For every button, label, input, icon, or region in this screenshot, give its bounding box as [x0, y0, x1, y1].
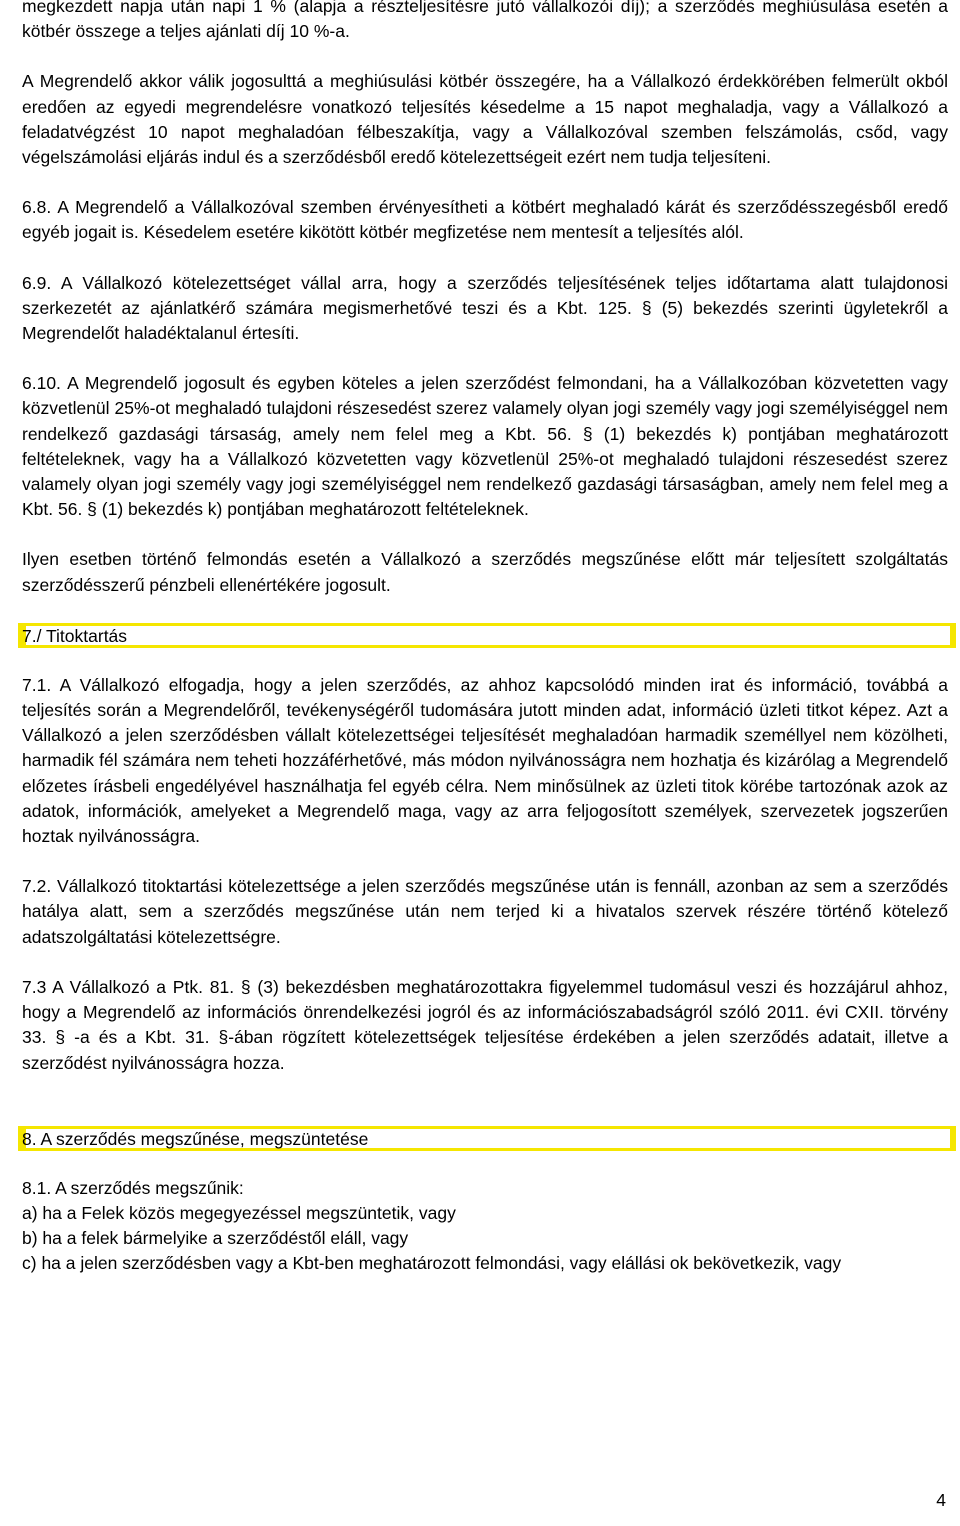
paragraph-6-7-continued: megkezdett napja után napi 1 % (alapja a részteljesítésre jutó vállalkozói díj); a szerződés meghiúsulása esetén a kötbér összege a teljes ajánlati díj 10 %-a. — [22, 0, 948, 42]
spacer — [22, 1101, 948, 1126]
paragraph-6-10: 6.10. A Megrendelő jogosult és egyben köteles a jelen szerződést felmondani, ha a Vállalkozóban közvetetten vagy közvetlenül 25%-ot meghaladó tulajdoni részesedést szerez valamely olyan jogi személy vagy jogi személyiséggel nem rendelkező gazdasági társaság, amely nem felel meg a Kbt. 56. § (1) bekezdés k) pontjában meghatározott feltételeknek, vagy ha a Vállalkozó közvetetten vagy közvetlenül 25%-ot meghaladó tulajdoni részesedést szerez valamely olyan jogi személy vagy jogi személyiséggel nem rendelkező gazdasági társaságban, amely nem felel meg a Kbt. 56. § (1) bekezdés k) pontjában meghatározott feltételeknek. — [22, 373, 948, 520]
list-item-b: b) ha a felek bármelyike a szerződéstől eláll, vagy — [22, 1228, 409, 1249]
paragraph-7-3: 7.3 A Vállalkozó a Ptk. 81. § (3) bekezdésben meghatározottakra figyelemmel tudomásul veszi és hozzájárul ahhoz, hogy a Megrendelő az információs önrendelkezési jogról és az információszabadságról szóló 2011. évi CXII. törvény 33. § -a és a Kbt. 31. §-ában rögzített kötelezettségek teljesítése érdekében a jelen szerződés adatait, illetve a szerződést nyilvánosságra hozza. — [22, 976, 948, 1073]
section-title-7: 7./ Titoktartás — [22, 625, 128, 646]
section-heading-8 — [18, 1126, 956, 1151]
section-heading-7 — [18, 623, 956, 648]
section-title-8: 8. A szerződés megszűnése, megszüntetése — [22, 1128, 369, 1149]
heading-highlight-bottom — [18, 645, 956, 648]
list-item-c: c) ha a jelen szerződésben vagy a Kbt-ben meghatározott felmondási, vagy elállási ok bekövetkezik, vagy — [22, 1253, 842, 1274]
paragraph-6-8: 6.8. A Megrendelő a Vállalkozóval szemben érvényesítheti a kötbért meghaladó kárát és szerződésszegésből eredő egyéb jogait is. Késedelem esetére kikötött kötbér megfizetése nem mentesít a teljesítés alól. — [22, 197, 948, 243]
document-page — [22, 0, 948, 1277]
heading-highlight-top — [18, 623, 956, 626]
paragraph-breach-penalty: A Megrendelő akkor válik jogosulttá a meghiúsulási kötbér összegére, ha a Vállalkozó érdekkörében felmerült okból eredően az egyedi megrendelésre vonatkozó teljesítés késedelme a 15 napot meghaladja, vagy a Vállalkozó a feladatvégzést 10 napot meghaladóan félbeszakítja, vagy a Vállalkozóval szemben felszámolás, csőd, vagy végelszámolási eljárás indul és a szerződésből eredő kötelezettségeit ezért nem tudja teljesíteni. — [22, 71, 948, 168]
page-number: 4 — [936, 1490, 946, 1510]
paragraph-6-9: 6.9. A Vállalkozó kötelezettséget vállal arra, hogy a szerződés teljesítésének teljes időtartama alatt tulajdonosi szerkezetét az ajánlatkérő számára megismerhetővé teszi és a Kbt. 125. § (5) bekezdés szerinti ügyletekről a Megrendelőt haladéktalanul értesíti. — [22, 272, 948, 344]
list-item-a: a) ha a Felek közös megegyezéssel megszüntetik, vagy — [22, 1202, 456, 1223]
paragraph-7-2: 7.2. Vállalkozó titoktartási kötelezettsége a jelen szerződés megszűnése után is fennáll, azonban az sem a szerződés hatálya alatt, sem a szerződés megszűnése után nem terjed ki a hivatalos szervek részére történő kötelező adatszolgáltatási kötelezettségre. — [22, 876, 948, 947]
paragraph-termination-payment: Ilyen esetben történő felmondás esetén a Vállalkozó a szerződés megszűnése előtt már teljesített szolgáltatás szerződésszerű pénzbeli ellenértékére jogosult. — [22, 549, 948, 595]
paragraph-7-1: 7.1. A Vállalkozó elfogadja, hogy a jelen szerződés, az ahhoz kapcsolódó minden irat és információ, továbbá a teljesítés során a Megrendelőről, tevékenységéről tudomására jutott minden adat, információ üzleti titkot képez. Azt a Vállalkozó a jelen szerződésben vállalt kötelezettségei teljesítését meghaladóan harmadik személlyel nem közölheti, harmadik fél számára nem teheti hozzáférhetővé, más módon nyilvánosságra nem hozhatja és kizárólag a Megrendelő előzetes írásbeli engedélyével használhatja fel egyéb célra. Nem minősülnek az üzleti titok körébe tartozónak azok az adatok, információk, amelyeket a Megrendelő maga, vagy az arra feljogosított személyek, szervezetek jogszerűen hoztak nyilvánosságra. — [22, 674, 948, 847]
paragraph-8-1: 8.1. A szerződés megszűnik: — [22, 1177, 244, 1198]
